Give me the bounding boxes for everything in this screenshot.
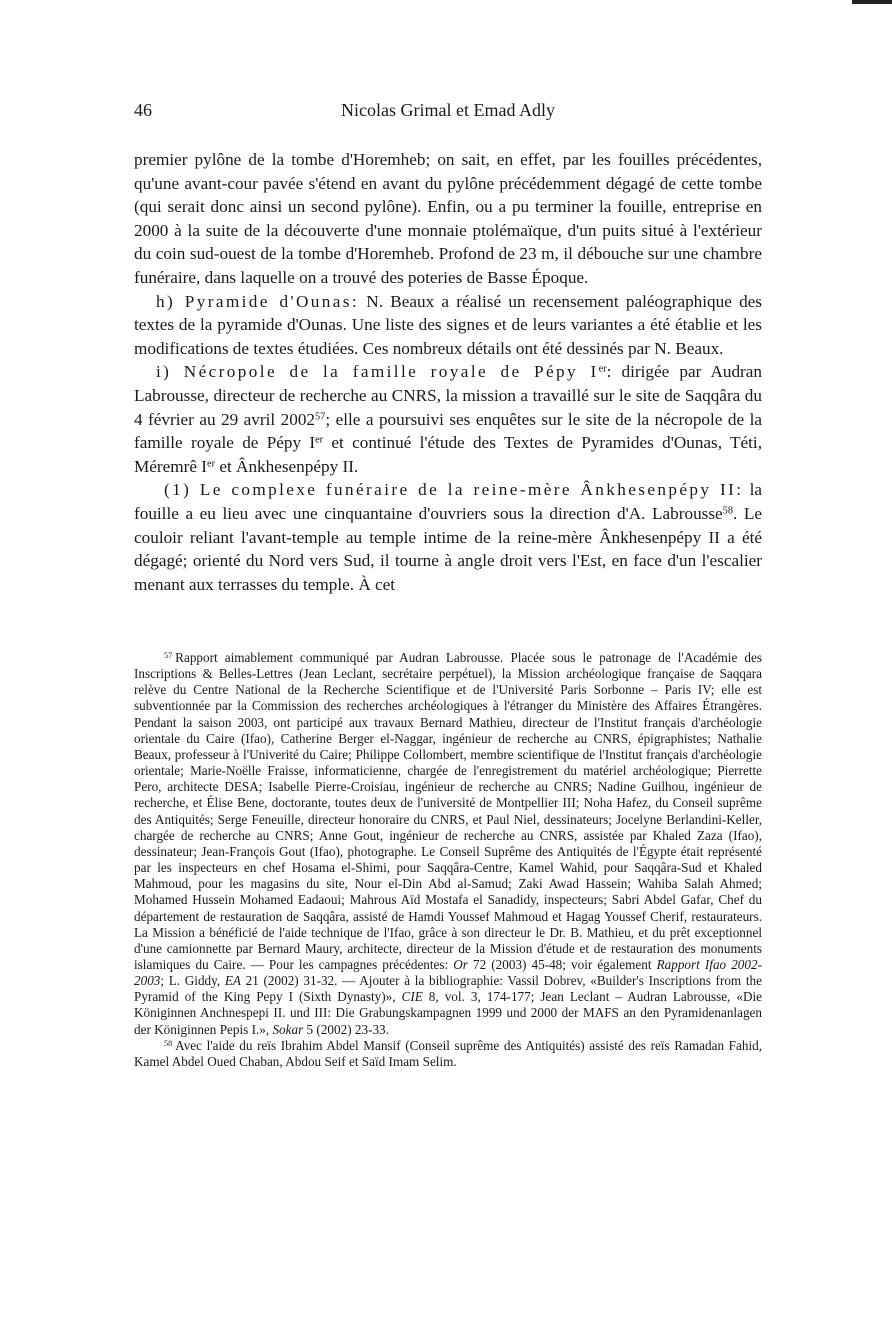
footnote-58 <box>134 1038 762 1070</box>
journal-title: Sokar <box>272 1021 304 1037</box>
footnote-57 <box>134 650 762 1038</box>
journal-title: CIE <box>401 989 423 1005</box>
footnote-ref-57: 57 <box>315 410 326 422</box>
footnote-text: 21 (2002) 31-32. — Ajouter à la bibliographie: Vassil Dobrev, «Builder's Inscriptions from the Pyramid of the King Pepy I (Sixth Dynasty)», <box>134 973 762 1005</box>
footnote-number: 57 <box>164 650 173 660</box>
journal-title: Rapport Ifao 2002-2003 <box>134 956 762 989</box>
paragraph-pyramide-ounas <box>134 290 762 361</box>
footnote-text: 72 (2003) 45-48; voir également <box>467 956 657 972</box>
running-head-authors: Nicolas Grimal et Emad Adly <box>341 100 555 120</box>
paragraph-horemheb: premier pylône de la tombe d'Horemheb; on sait, en effet, par les fouilles précédentes, qu'une avant-cour pavée s'étend en avant du pylône précédemment dégagé de cette tombe (qui serait donc ainsi un second pylône). Enfin, ou a pu terminer la fouille, entreprise en 2000 à la suite de la découverte d'une monnaie ptolémaïque, d'un puits situé à l'extérieur du coin sud-ouest de la tombe d'Horemheb. Profond de 23 m, il débouche sur une chambre funéraire, dans laquelle on a trouvé des poteries de Basse Époque. <box>134 150 762 287</box>
footnote-text: Avec l'aide du reïs Ibrahim Abdel Mansif (Conseil suprême des Antiquités) assisté des reïs Ramadan Fahid, Kamel Abdel Oued Chaban, Abdou Seif et Saïd Imam Selim. <box>134 1037 762 1069</box>
paragraph-necropole-pepy <box>134 360 762 478</box>
subsection-text-2: . Le couloir reliant l'avant-temple au temple intime de la reine-mère Ânkhesenpépy II a été dégagé; orienté du Nord vers Sud, il tourne à angle droit vers l'Est, en face d'un l'escalier menant aux terrasses du temple. À cet <box>134 503 762 594</box>
section-text-i-4: et Ânkhesenpépy II. <box>215 456 359 476</box>
section-label-h: h) Pyramide d'Ounas: <box>156 291 360 311</box>
superscript-er: er <box>207 458 216 470</box>
footnotes <box>134 650 762 1070</box>
footnote-text: Rapport aimablement communiqué par Audran Labrousse. Placée sous le patronage de l'Académie des Inscriptions & Belles-Lettres (Jean Leclant, secrétaire perpétuel), la Mission archéologique française de Saqqara relève du Centre National de la Recherche Scientifique et de l'Université Paris Sorbonne – Paris IV; elle est subventionnée par la Commission des recherches archéologiques à l'étranger du Ministère des Affaires Étrangères. Pendant la saison 2003, ont participé aux travaux Bernard Mathieu, directeur de l'Institut français d'archéologie orientale du Caire (Ifao), Catherine Berger el-Naggar, ingénieur de recherche au CNRS, épigraphistes; Nathalie Beaux, professeur à l'Univerité du Caire; Philippe Collombert, membre scientifique de l'Institut français d'archéologie orientale; Marie-Noëlle Fraisse, informaticienne, chargée de l'enregistrement du matériel archéologique; Pierrette Pero, architecte DESA; Isabelle Pierre-Croisiau, ingénieur de recherche au CNRS; Nadine Guilhou, ingénieur de recherche, et Élise Bene, doctorante, toutes deux de l'université de Montpellier III; Noha Hafez, du Conseil suprême des Antiquités; Serge Feneuille, directeur honoraire du CNRS, et Paul Niel, dessinateurs; Jocelyne Berlandini-Keller, chargée de recherche au CNRS; Anne Gout, ingénieur de recherche au CNRS, assistée par Khaled Zaza (Ifao), dessinateur; Jean-François Gout (Ifao), photographe. Le Conseil Suprême des Antiquités de l'Égypte était représenté par les inspecteurs en chef Hosama el-Shimi, pour Saqqâra-Centre, Kamel Wahid, pour Saqqâra-Sud et Khaled Mahmoud, pour les magasins du site, Nour el-Din Abd al-Samud; Zaki Awad Hassein; Wahiba Salah Ahmed; Mohamed Hussein Mohamed Eadaoui; Mahrous Aïd Mostafa el Sanadidy, inspecteurs; Sabri Abdel Gafar, Chef du département de restauration de Saqqâra, assisté de Hamdi Youssef Mahmoud et Hagag Youssef Cherif, restaurateurs. La Mission a bénéficié de l'aide technique de l'Ifao, grâce à son directeur le Dr. B. Mathieu, et du prêt exceptionnel d'une camionnette par Bernard Maury, architecte, directeur de la Mission d'étude et de restauration des monuments islamiques du Caire. — Pour les campagnes précédentes: <box>134 650 762 972</box>
section-label-i: i) Nécropole de la famille royale de Pépy I <box>156 362 599 382</box>
superscript-er: er <box>315 434 324 446</box>
section-text-i-3: et continué l'étude des Textes de Pyramides d'Ounas, Téti, Méremrê I <box>134 433 762 476</box>
running-head <box>134 98 762 122</box>
footnote-number: 58 <box>164 1038 173 1048</box>
superscript-er: er <box>598 363 607 375</box>
paragraph-complexe-funeraire <box>134 478 762 596</box>
main-text <box>134 148 762 596</box>
footnote-text: 8, vol. 3, 174-177; Jean Leclant – Audran Labrousse, «Die Königinnen Anchnespepi II. und III: Die Grabungskampagnen 1999 und 2000 der MAFS an den Pyramidenanlagen der Königinnen Pepis I.», <box>134 989 762 1037</box>
section-text-i-2: ; elle a poursuivi ses enquêtes sur le site de la nécropole de la famille royale de Pépy I <box>134 409 762 453</box>
subsection-text-1: la fouille a eu lieu avec une cinquantaine d'ouvriers sous la direction d'A. Labrousse <box>134 480 763 523</box>
footnote-text: ; L. Giddy, <box>160 973 225 989</box>
page-number: 46 <box>134 100 152 120</box>
journal-title: EA <box>224 973 241 989</box>
journal-title: Or <box>453 956 468 972</box>
subsection-label-1: (1) Le complexe funéraire de la reine-mère Ânkhesenpépy II: <box>164 480 744 500</box>
page-edge-mark <box>852 0 892 4</box>
footnote-text: 5 (2002) 23-33. <box>303 1021 389 1037</box>
footnote-ref-58: 58 <box>722 505 733 517</box>
section-text-i-1: : dirigée par Audran Labrousse, directeur de recherche au CNRS, la mission a travaillé sur le site de Saqqâra du 4 février au 29 avril 2002 <box>134 362 762 429</box>
section-text-h: N. Beaux a réalisé un recensement paléographique des textes de la pyramide d'Ounas. Une liste des signes et de leurs variantes a été établie et les modifications de textes étudiées. Ces nombreux détails ont été dessinés par N. Beaux. <box>134 291 763 358</box>
